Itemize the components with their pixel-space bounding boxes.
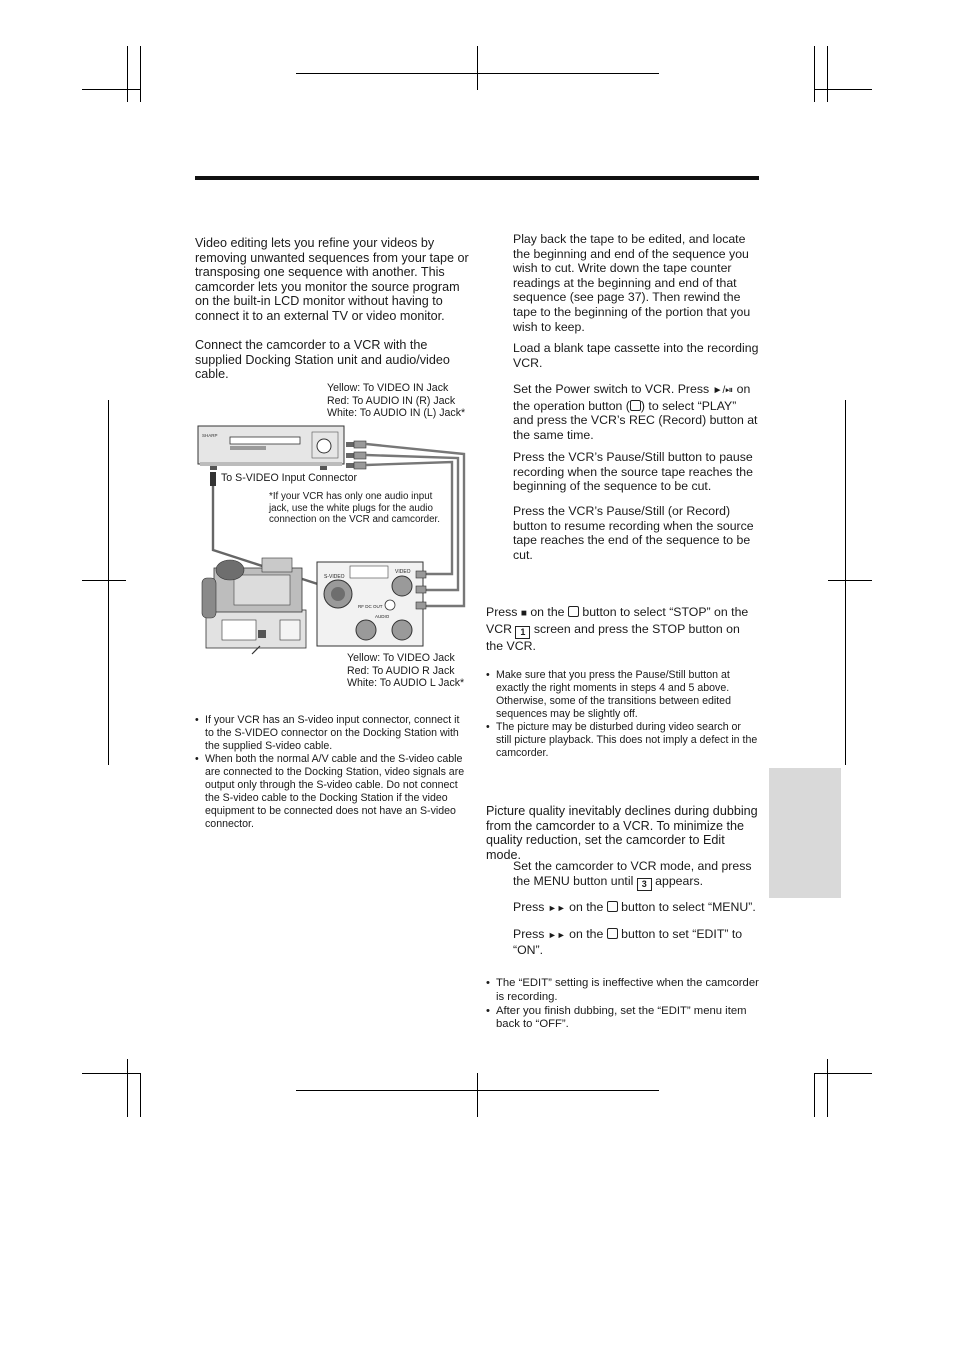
- crop-mark: [127, 1059, 128, 1117]
- crop-mark: [845, 400, 846, 765]
- step-3-part-c: ) to select “PLAY” and press the VCR’s REC (Record) button at the same time.: [513, 398, 758, 442]
- dubbing-intro: Picture quality inevitably declines during dubbing from the camcorder to a VCR. To minimize the quality reduction, set the camcorder to Edit mode.: [486, 804, 758, 862]
- fast-forward-icon: ►►: [547, 903, 566, 913]
- step-3-part-b: on the operation button (: [513, 382, 751, 413]
- crop-mark: [108, 400, 109, 765]
- dock-jack-labels: Yellow: To VIDEO Jack Red: To AUDIO R Jack White: To AUDIO L Jack*: [347, 652, 465, 690]
- step-1-text: Play back the tape to be edited, and locate the beginning and end of the sequence you wish to cut. Write down the tape counter readings at the beginning and end of that sequence (see page 37). Then rewind the tape to the beginning of the portion that you wish to keep.: [513, 232, 751, 334]
- dock-panel: [317, 562, 426, 646]
- crop-mark: [814, 46, 815, 102]
- connect-paragraph: Connect the camcorder to a VCR with the supplied Docking Station unit and audio/video cable.: [195, 338, 450, 382]
- operation-button-icon: [607, 928, 618, 939]
- dub-step-1: Set the camcorder to VCR mode, and press the MENU button until 3 appears.: [513, 859, 752, 889]
- crop-mark: [477, 46, 478, 90]
- camcorder-dock: [202, 558, 306, 654]
- header-rule: [195, 176, 759, 180]
- svideo-input-label: To S-VIDEO Input Connector: [221, 472, 358, 484]
- operation-button-icon: [607, 901, 618, 912]
- stop-icon: ■: [520, 608, 527, 619]
- step-2-text: Load a blank tape cassette into the recording VCR.: [513, 341, 759, 370]
- vcr-brand: SHARP: [202, 433, 218, 438]
- panel-audio-label: AUDIO: [375, 614, 390, 619]
- intro-paragraph: Video editing lets you refine your videos by removing unwanted sequences from your tape or transposing one sequence with another. This camcorder lets you monitor the source program on the built-in LCD monitor without having to connect it to an external TV or video monitor.: [195, 236, 469, 323]
- list-item: • The picture may be disturbed during video search or still picture playback. This does not imply a defect in the camcorder.: [486, 721, 759, 760]
- single-audio-footnote: *If your VCR has only one audio input jack, use the white plugs for the audio connection on the VCR and camcorder.: [269, 491, 441, 526]
- dub-step-2: Press ►► on the button to select “MENU”.: [513, 900, 756, 914]
- side-tab: [769, 768, 841, 898]
- dub-step-3: Press ►► on the button to set “EDIT” to “ON”.: [513, 927, 743, 957]
- crop-mark: [82, 1073, 140, 1074]
- crop-mark: [140, 46, 141, 102]
- fast-forward-icon: ►►: [547, 930, 566, 940]
- list-item: • Make sure that you press the Pause/Still button at exactly the right moments in steps 4 and 5 above. Otherwise, some of the transitions between edited sequences may be slightly off.: [486, 669, 759, 721]
- list-item: • If your VCR has an S-video input connector, connect it to the S-VIDEO connector on the Docking Station with the supplied S-video cable.: [195, 714, 470, 753]
- crop-mark: [828, 580, 872, 581]
- step-3-part-a: Set the Power switch to VCR. Press: [513, 382, 710, 396]
- step-4-text: Press the VCR’s Pause/Still button to pause recording when the source tape reaches the beginning of the sequence to be cut.: [513, 450, 753, 494]
- edit-mode-notes: [486, 977, 759, 1032]
- play-pause-icon: ►/⏯: [712, 385, 734, 396]
- stop-instruction: Press ■ on the button to select “STOP” on the VCR 1 screen and press the STOP button on the VCR.: [486, 605, 749, 653]
- vcr-unit: [198, 426, 344, 470]
- vcr-plugs: [346, 441, 366, 469]
- operation-button-icon: [568, 606, 579, 617]
- list-item: • When both the normal A/V cable and the S-video cable are connected to the Docking Station, video signals are output only through the S-video cable. Do not connect the S-video cable to the Docking Station if the video equipment to be connected does not have an S-video connector.: [195, 753, 470, 831]
- list-item: • After you finish dubbing, set the “EDIT” menu item back to “OFF”.: [486, 1005, 759, 1033]
- crop-mark: [140, 1073, 141, 1117]
- crop-mark: [827, 1059, 828, 1117]
- crop-mark: [814, 1073, 872, 1074]
- crop-mark: [827, 46, 828, 102]
- crop-mark: [814, 1073, 815, 1117]
- step-3-text: [513, 382, 759, 442]
- list-item: • The “EDIT” setting is ineffective when the camcorder is recording.: [486, 977, 759, 1005]
- step-5-text: Press the VCR’s Pause/Still (or Record) button to resume recording when the source tape reaches the end of the sequence to be cut.: [513, 504, 754, 562]
- crop-mark: [477, 1073, 478, 1117]
- crop-mark: [82, 89, 140, 90]
- editing-notes: [486, 669, 759, 760]
- panel-svideo-label: S-VIDEO: [324, 574, 345, 580]
- crop-mark: [127, 46, 128, 102]
- operation-button-icon: [630, 400, 641, 411]
- connection-diagram: [190, 420, 480, 660]
- menu-screen-icon: 3: [637, 878, 652, 891]
- crop-mark: [814, 89, 872, 90]
- panel-rfdc-label: RF DC OUT: [358, 604, 383, 609]
- crop-mark: [82, 580, 126, 581]
- vcr-jack-labels: Yellow: To VIDEO IN Jack Red: To AUDIO IN (R) Jack White: To AUDIO IN (L) Jack*: [327, 382, 466, 420]
- svideo-notes: [195, 714, 470, 831]
- screen-number-icon: 1: [515, 626, 530, 639]
- panel-video-label: VIDEO: [395, 569, 411, 575]
